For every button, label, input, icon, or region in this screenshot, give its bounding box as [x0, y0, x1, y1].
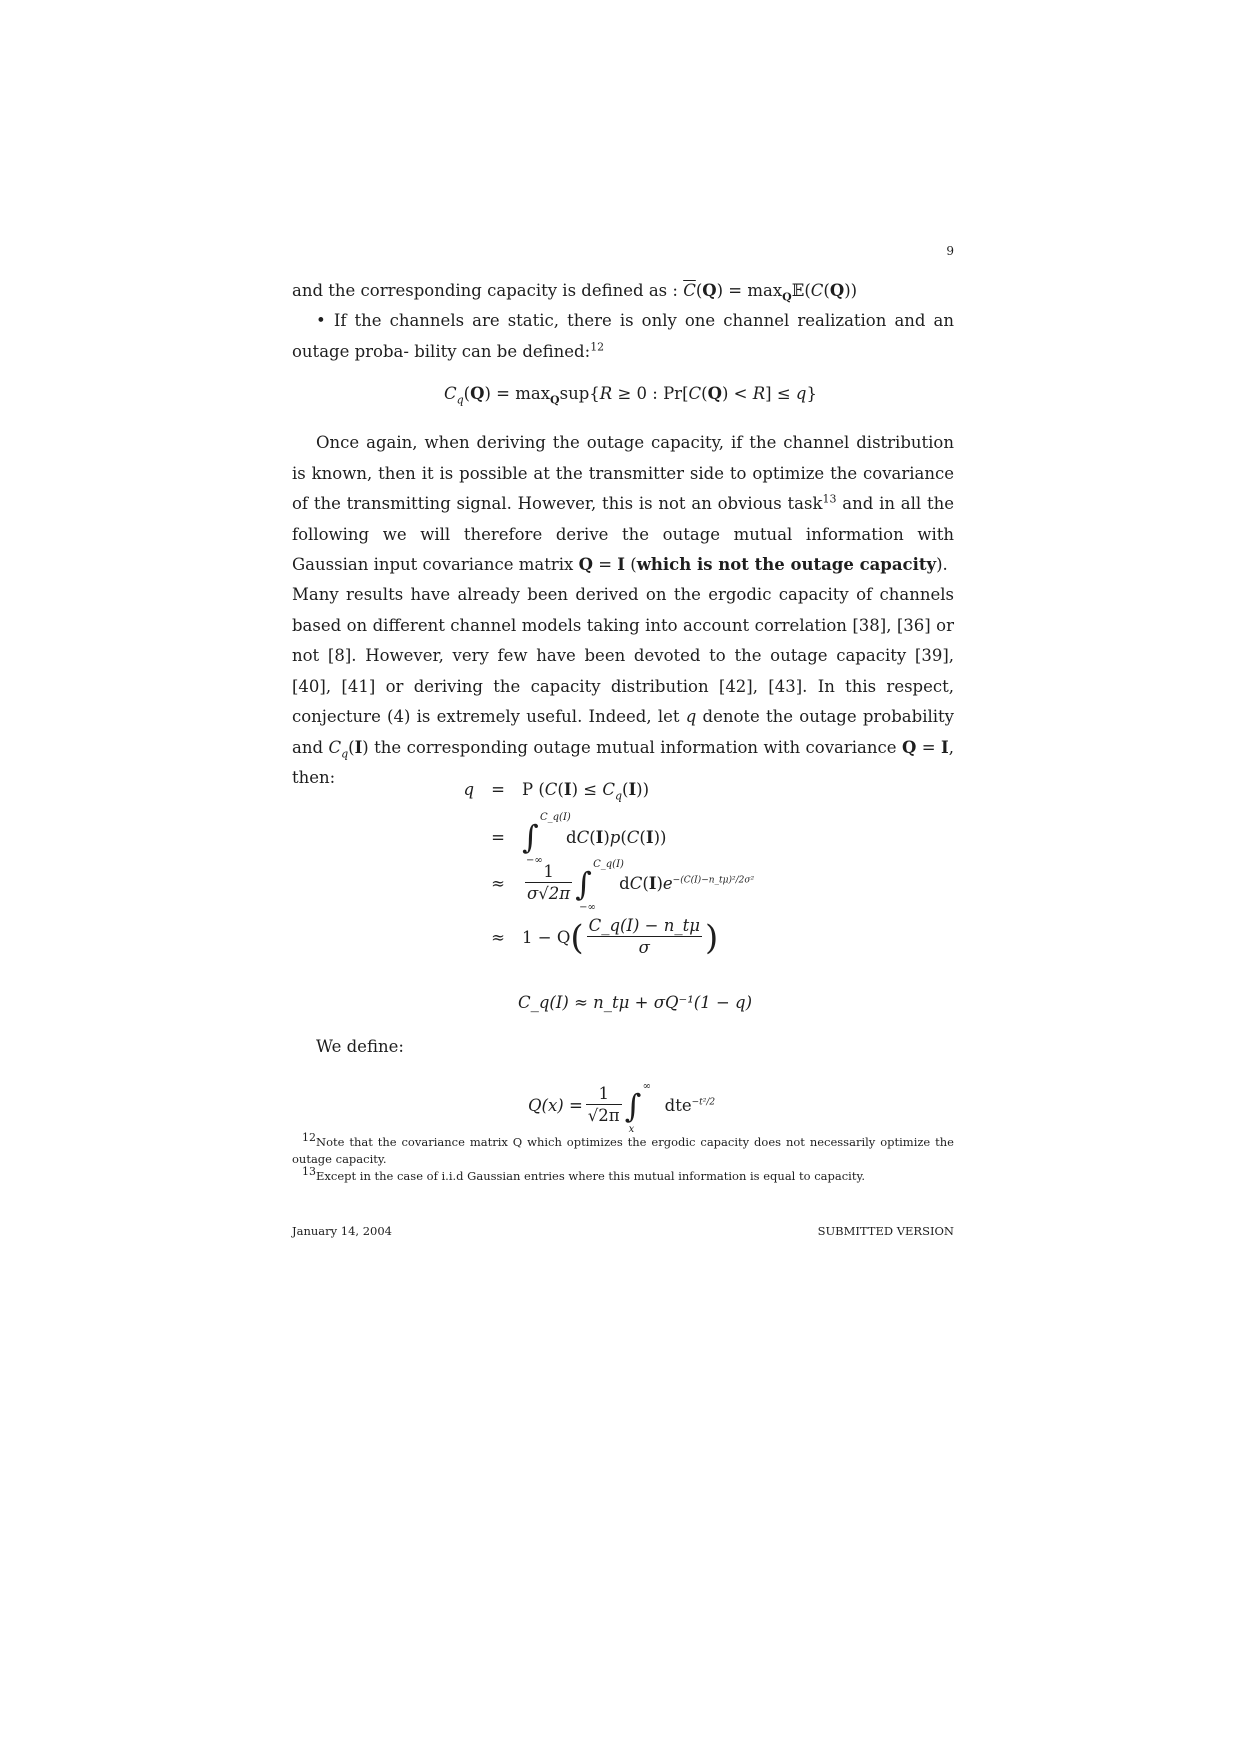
integral-upper-limit: C_q(I) [540, 812, 571, 823]
integrand-line-3: $dC(I)e^{-(C(I)-n\_t\mu)^2/2\sigma^2}$ [619, 874, 755, 893]
para1-text-b: and in all the following we will therefore derive the outage mutual information with Gaussian input covariance matrix [292, 494, 955, 574]
q-integral-sign: ∫ ∞ x [624, 1080, 651, 1135]
ergodic-capacity-formula: $\overline{C}(Q)$ = $\max_Q𝔼(C(Q))$ [683, 281, 858, 304]
q-function-lhs: Q(x) = [528, 1096, 583, 1115]
integral-sign-2: ∫ C_q(I) −∞ [575, 858, 624, 913]
page-number: 9 [946, 244, 954, 258]
integral-lower-limit: −∞ [526, 855, 543, 866]
para2-end: , then: [292, 737, 954, 787]
relation-approx-2: ≈ [491, 928, 505, 947]
standardized-fraction: $\frac{C\_q(I) - n\_t\mu}{\sigma}$ [588, 916, 700, 957]
static-channel-bullet [292, 306, 954, 367]
we-define-label: We define: [316, 1037, 404, 1056]
para2-text-c: the corresponding outage mutual information with covariance [368, 737, 902, 757]
footer-version: SUBMITTED VERSION [817, 1224, 954, 1238]
relation-equals-2: = [491, 827, 505, 847]
relation-equals: = [491, 780, 505, 799]
bullet-text-b: bility can be defined: [414, 341, 591, 361]
derivation-line-4: ≈ 1 − Q ( $\frac{C\_q(I) - n\_t\mu}{\sigma}$ ) [444, 916, 718, 959]
q-function-definition [528, 1080, 716, 1135]
exponent-gaussian: −(C(I)−n_tμ)²/2σ² [672, 875, 755, 886]
para2-text-a: Many results have already been derived on the ergodic capacity of channels based on different channel models taking into account correlation [38], [36] or not [8]. However, very few have been devoted to the outage capacity [39], [40], [41] or deriving the capacity distribution [42], [43]. In this respect, conjecture (4) is extremely useful. Indeed, let [292, 585, 954, 726]
integrand-line-2: dC(I)p(C(I)) [566, 827, 667, 847]
q-function-prefix: 1 − Q [522, 928, 571, 947]
para2-text-b: denote the outage probability and [292, 707, 954, 757]
paragraph-results [292, 580, 954, 794]
para1-text-a: Once again, when deriving the outage capacity, if the channel distribution is known, then it is possible at the transmitter side to optimize the covariance of the transmitting signal. However, this is not an obvious task [292, 433, 954, 513]
footnote-mark-13: 13 [822, 492, 837, 506]
derivation-line-3 [444, 858, 755, 913]
derivation-line-1: q = P $(C(I) \le C_q(I))$ [444, 780, 649, 799]
outage-prob-symbol: q [685, 707, 697, 726]
bullet-dot: • [316, 311, 334, 330]
relation-approx: ≈ [491, 874, 505, 893]
cq-symbol: $C_q(I)$ [328, 737, 369, 760]
cq-approximation-equation: C_q(I) ≈ n_tμ + σQ⁻¹(1 − q) [518, 993, 753, 1012]
covariance-formula: Q = I [901, 737, 949, 757]
para1-bold-remark: which is not the outage capacity [636, 555, 937, 574]
paragraph-outage: Once again, when deriving the outage capacity, if the channel distribution is known, then it is possible at the transmitter side to optimize the covariance of the transmitting signal. However, this is not an obvious task$^{13}$ and in all the following we will therefore derive the outage mutual information with Gaussian input covariance matrix Q = I (which is not the outage capacity). [292, 433, 955, 574]
capacity-definition-text: and the corresponding capacity is defined as : [292, 281, 684, 300]
footnote-12: $^{12}$Note that the covariance matrix Q which optimizes the ergodic capacity does not necessarily optimize the outage capacity. [292, 1131, 954, 1166]
derivation-lhs: q [463, 780, 474, 799]
footer-date: January 14, 2004 [292, 1224, 392, 1238]
derivation-line-2 [444, 812, 667, 866]
capacity-definition-line [292, 276, 954, 307]
identity-covariance-formula: Q = I [578, 555, 625, 574]
normalizing-fraction: $\frac{1}{\sigma√2\pi}$ [527, 862, 571, 903]
footnotes [292, 1131, 954, 1185]
outage-capacity-equation: $C_q(Q) = \max_Qsup\{R \ge 0$ : Pr[C(Q) < R] ≤ q} [444, 384, 817, 407]
bullet-text-a: If the channels are static, there is only one channel realization and an outage proba- [292, 311, 954, 361]
footnote-mark-12: 12 [590, 340, 605, 353]
footnote-13: $^{13}$Except in the case of i.i.d Gaussian entries where this mutual information is equal to capacity. [302, 1165, 866, 1183]
para1-end: ). [936, 555, 948, 574]
q-integrand: dte$^{-t^2/2}$ [664, 1096, 716, 1115]
integral-sign: ∫ C_q(I) −∞ [522, 812, 571, 866]
q-function-fraction: $\frac{1}{√2\pi}$ [587, 1084, 620, 1125]
